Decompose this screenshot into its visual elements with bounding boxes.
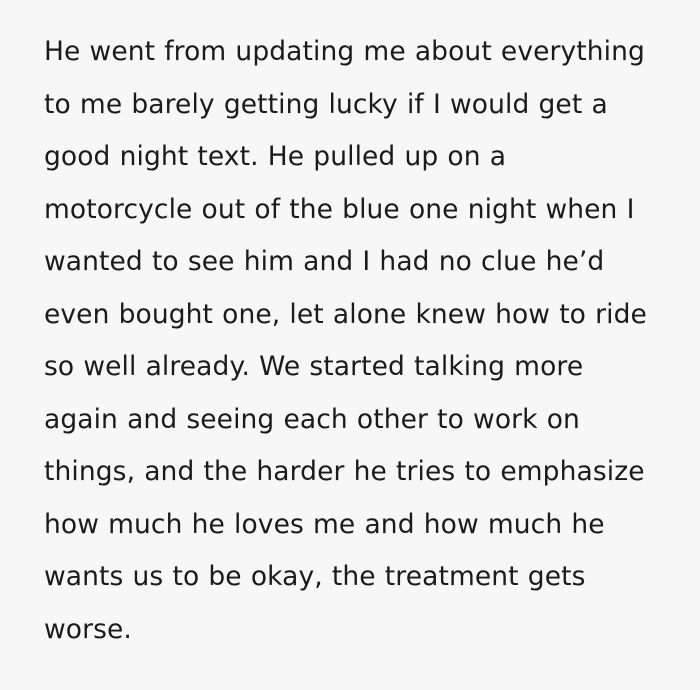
story-paragraph: He went from updating me about everything to me barely getting lucky if I would get a good night text. He pulled up on a motorcycle out of the blue one night when I wanted to see him and I had no clue he’d even bought one, let alone knew how to ride so well already. We started talking more again and seeing each other to work on things, and the harder he tries to emphasize how much he loves me and how much he wants us to be okay, the treatment gets worse. bbox=[44, 36, 647, 645]
